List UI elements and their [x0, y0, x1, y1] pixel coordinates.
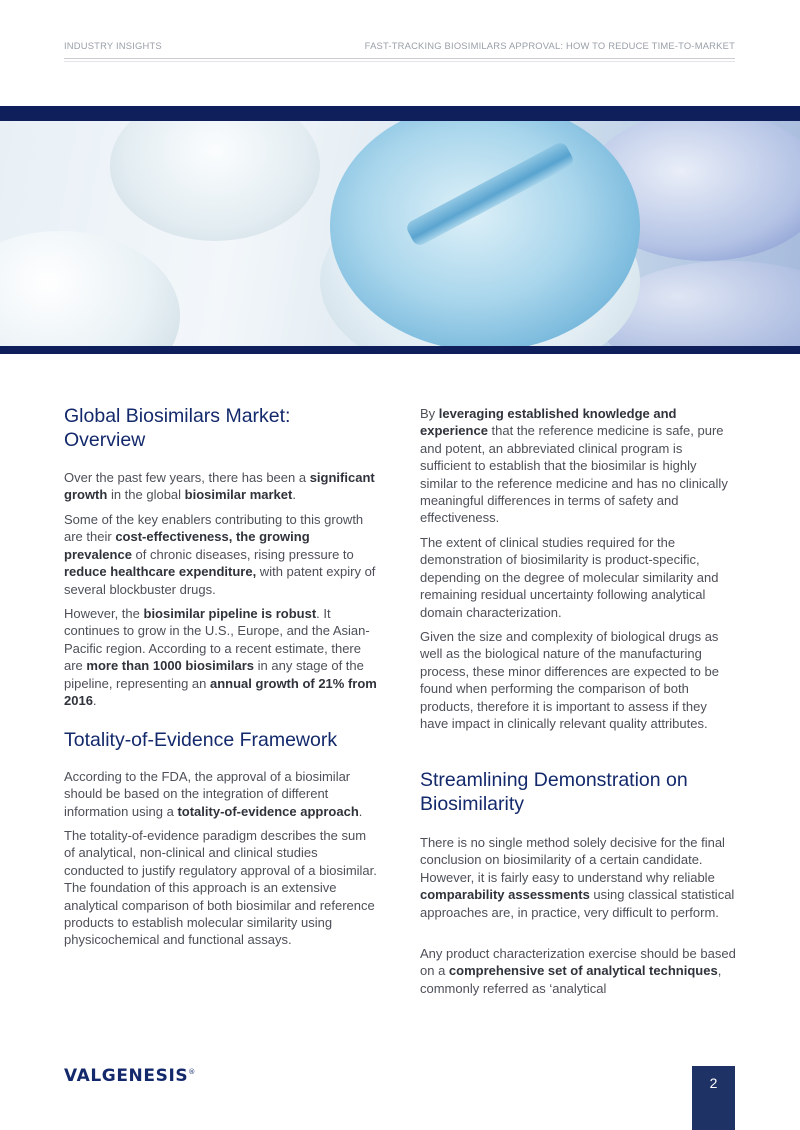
section-heading-market-overview: Global Biosimilars Market: Overview [64, 405, 291, 451]
paragraph-totality-paradigm: The totality-of-evidence paradigm describes the sum of analytical, non-clinical and clinical studies conducted to justify regulatory approval of a biosimilar. The foundation of this approach is an extensive analytical comparison of both biosimilar and reference products to establish molecular similarity using physicochemical and functional assays. [64, 828, 377, 948]
pill-shape [0, 231, 180, 346]
section-heading-streamlining: Streamlining Demonstration on Biosimilarity [420, 769, 688, 815]
paragraph-biological-complexity: Given the size and complexity of biological drugs as well as the biological nature of the manufacturing process, these minor differences are expected to be found when performing the comparison of both products, therefore it is important to assess if they have impact in clinically relevant quality attributes. [420, 629, 719, 732]
section-heading-totality-of-evidence: Totality-of-Evidence Framework [64, 729, 338, 751]
pills-photo [0, 121, 800, 346]
paragraph-product-characterization: Any product characterization exercise should be based on a comprehensive set of analytical techniques, commonly referred as ‘analytical [420, 946, 736, 996]
header-document-title: FAST-TRACKING BIOSIMILARS APPROVAL: HOW TO REDUCE TIME-TO-MARKET [364, 40, 735, 51]
paragraph-no-single-method: There is no single method solely decisive for the final conclusion on biosimilarity of a certain candidate. However, it is fairly easy to understand why reliable comparability assessments using classical statistical approaches are, in practice, very difficult to perform. [420, 835, 735, 920]
pill-shape [330, 121, 640, 346]
page-number-badge [692, 1066, 735, 1130]
paragraph-leveraging-knowledge: By leveraging established knowledge and experience that the reference medicine is safe, pure and potent, an abbreviated clinical program is sufficient to establish that the biosimilar is highly similar to the reference medicine and has no clinically meaningful differences in terms of safety and effectiveness. [420, 406, 728, 526]
pill-shape [110, 121, 320, 241]
page-number: 2 [709, 1075, 718, 1091]
hero-banner [0, 106, 800, 354]
header-section-label: INDUSTRY INSIGHTS [64, 40, 162, 51]
paragraph-key-enablers: Some of the key enablers contributing to this growth are their cost-effectiveness, the growing prevalence of chronic diseases, rising pressure to reduce healthcare expenditure, with patent expiry of several blockbuster drugs. [64, 512, 376, 597]
paragraph-market-growth: Over the past few years, there has been a significant growth in the global biosimilar market. [64, 470, 375, 503]
paragraph-pipeline: However, the biosimilar pipeline is robust. It continues to grow in the U.S., Europe, and the Asian-Pacific region. According to a recent estimate, there are more than 1000 biosimilars in any stage of the pipeline, representing an annual growth of 21% from 2016. [64, 606, 377, 709]
valgenesis-logo: VALGENESIS® [64, 1066, 196, 1086]
running-header [64, 40, 735, 59]
paragraph-fda-approval: According to the FDA, the approval of a biosimilar should be based on the integration of different information using a totality-of-evidence approach. [64, 769, 363, 819]
paragraph-clinical-studies: The extent of clinical studies required for the demonstration of biosimilarity is product-specific, depending on the degree of molecular similarity and remaining residual uncertainty following analytical domain characterization. [420, 535, 719, 620]
